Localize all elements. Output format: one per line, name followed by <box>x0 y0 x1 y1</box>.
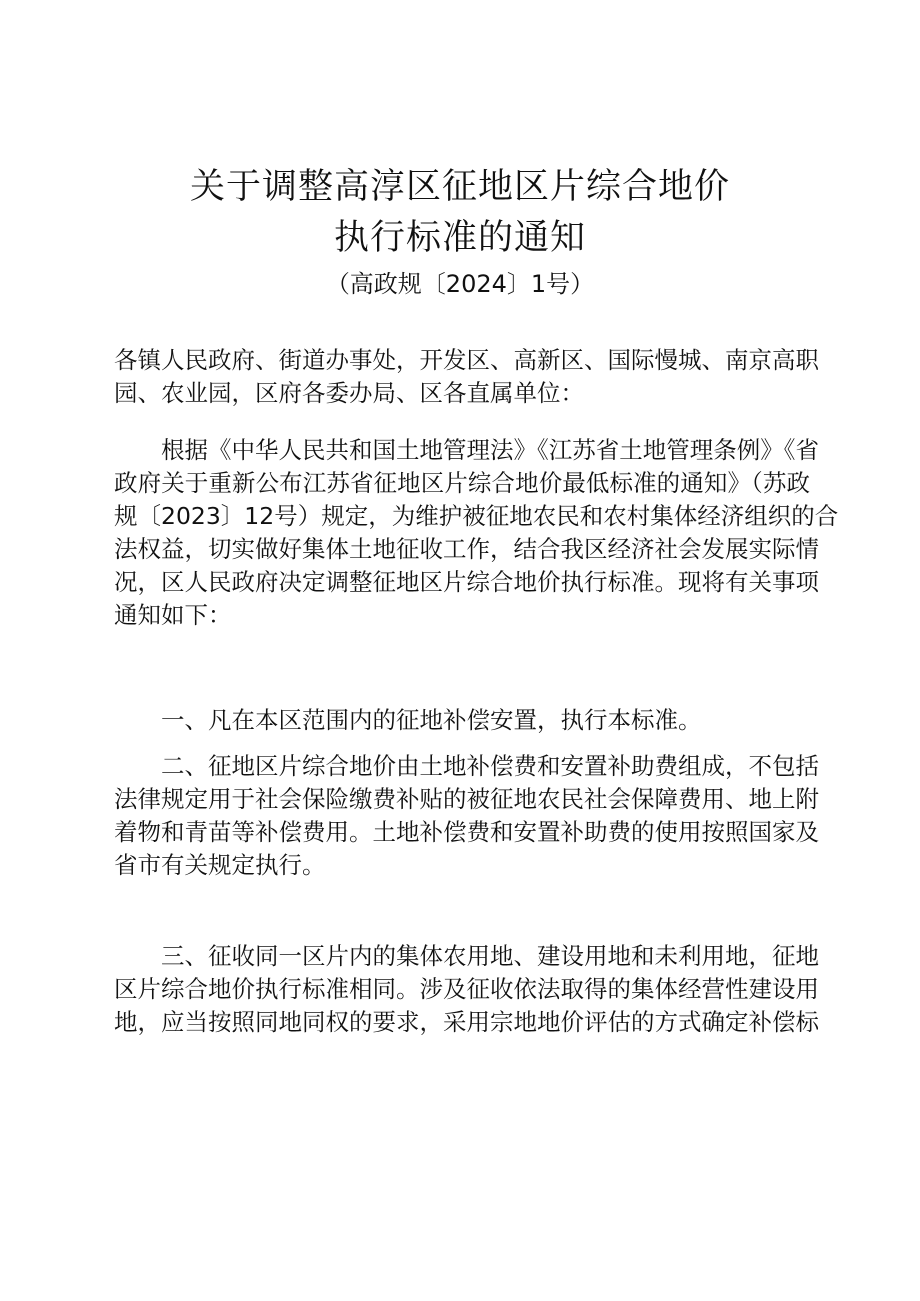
paragraph-line: 根据《中华人民共和国土地管理法》《江苏省土地管理条例》《省 <box>161 436 819 464</box>
addressee-line: 园、农业园，区府各委办局、区各直属单位： <box>114 379 584 407</box>
paragraph-line: 规〔2023〕12号）规定，为维护被征地农民和农村集体经济组织的合 <box>114 502 839 530</box>
document-title-line-2: 执行标准的通知 <box>333 218 586 258</box>
document-title-line-1: 关于调整高淳区征地区片综合地价 <box>189 167 730 207</box>
paragraph-line: 政府关于重新公布江苏省征地区片综合地价最低标准的通知》（苏政 <box>114 469 810 497</box>
paragraph-line: 三、征收同一区片内的集体农用地、建设用地和未利用地，征地 <box>161 942 819 970</box>
paragraph-basis <box>114 434 839 632</box>
paragraph-line: 法权益，切实做好集体土地征收工作，结合我区经济社会发展实际情 <box>114 535 819 563</box>
paragraph-line: 省市有关规定执行。 <box>114 851 326 879</box>
paragraph-line: 通知如下： <box>114 601 232 629</box>
paragraph-line: 一、凡在本区范围内的征地补偿安置，执行本标准。 <box>161 706 702 734</box>
addressee <box>114 344 819 410</box>
paragraph-line: 法律规定用于社会保险缴费补贴的被征地农民社会保障费用、地上附 <box>114 785 819 813</box>
paragraph-line: 区片综合地价执行标准相同。涉及征收依法取得的集体经营性建设用 <box>114 975 819 1003</box>
paragraph-line: 二、征地区片综合地价由土地补偿费和安置补助费组成，不包括 <box>161 752 819 780</box>
paragraph-item-1 <box>114 704 810 737</box>
document-number: （高政规〔2024〕1号） <box>325 270 595 298</box>
paragraph-line: 着物和青苗等补偿费用。土地补偿费和安置补助费的使用按照国家及 <box>114 818 819 846</box>
paragraph-item-2 <box>114 750 819 882</box>
paragraph-item-3 <box>114 940 819 1039</box>
paragraph-line: 地，应当按照同地同权的要求，采用宗地地价评估的方式确定补偿标 <box>114 1008 819 1036</box>
paragraph-line: 况，区人民政府决定调整征地区片综合地价执行标准。现将有关事项 <box>114 568 819 596</box>
addressee-line: 各镇人民政府、街道办事处，开发区、高新区、国际慢城、南京高职 <box>114 346 819 374</box>
